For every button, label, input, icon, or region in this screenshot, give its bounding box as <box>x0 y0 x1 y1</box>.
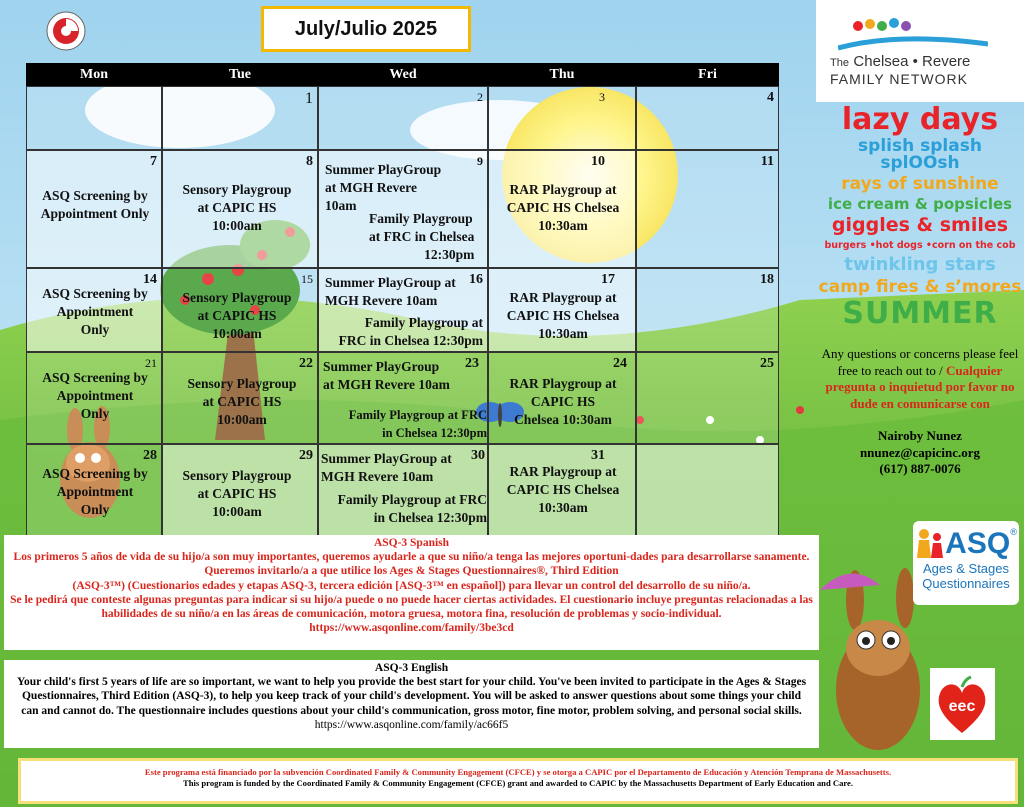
asq3-spanish-section <box>4 535 819 650</box>
day-number: 3 <box>599 90 605 104</box>
event-rar-playgroup <box>493 463 633 517</box>
calendar-day <box>636 444 779 536</box>
event-family-playgroup <box>325 406 487 442</box>
eec-logo <box>930 668 995 740</box>
event-family-playgroup <box>323 491 487 527</box>
event-line: 10:00am <box>217 412 267 427</box>
calendar-day <box>162 150 318 268</box>
calendar-day <box>636 86 779 150</box>
asq-logo-reg: ® <box>1010 527 1017 537</box>
event-line: Appointment <box>56 484 134 499</box>
capic-logo <box>44 11 88 51</box>
weekday-fri: Fri <box>636 63 779 86</box>
lazy-days-line: rays of sunshine <box>841 174 999 195</box>
calendar-day <box>488 444 636 536</box>
day-number: 15 <box>301 272 313 286</box>
asq-logo-line2: Questionnaires <box>922 576 1010 591</box>
event-line: 10:30am <box>538 326 588 341</box>
lazy-days-line: ice cream & popsicles <box>827 195 1013 214</box>
title-box <box>261 6 471 52</box>
event-line: 10:30am <box>538 218 588 233</box>
event-line: at CAPIC HS <box>197 486 277 501</box>
english-url-link[interactable]: https://www.asqonline.com/family/ac66f5 <box>314 718 509 731</box>
spanish-url-link[interactable]: https://www.asqonline.com/family/3be3cd <box>309 622 514 635</box>
event-line: at CAPIC HS <box>197 308 277 323</box>
event-rar-playgroup <box>493 375 633 429</box>
event-line: CAPIC HS <box>530 394 596 409</box>
asq3-english-section <box>4 660 819 748</box>
event-line: at MGH Revere 10am <box>323 377 450 392</box>
day-number: 11 <box>760 154 774 169</box>
event-sensory-playgroup <box>167 375 317 429</box>
event-line: RAR Playgroup at <box>509 464 617 479</box>
day-number: 4 <box>767 90 774 105</box>
section-heading: ASQ-3 English <box>374 662 449 674</box>
lazy-days-line: camp fires & s’mores <box>818 276 1022 297</box>
calendar-day <box>162 268 318 352</box>
day-number: 17 <box>601 272 615 287</box>
spanish-paragraph: (ASQ-3™) (Cuestionarios edades y etapas ASQ-3, tercera edición [ASQ-3™ en español]) para llevar un control del desarrollo de su niño/a. <box>72 579 751 592</box>
event-line: Chelsea 10:30am <box>514 412 612 427</box>
event-rar-playgroup <box>493 181 633 235</box>
calendar-day <box>26 150 162 268</box>
day-number: 24 <box>613 356 627 371</box>
day-number: 31 <box>591 448 605 463</box>
event-line: Family Playgroup at <box>364 315 483 330</box>
event-summer-playgroup <box>325 161 441 215</box>
day-number: 8 <box>306 154 313 169</box>
event-asq-screening <box>31 369 159 423</box>
event-line: CAPIC HS Chelsea <box>506 200 620 215</box>
contact-spanish: Cualquier pregunta o inquietud por favor no dude en comunicarse con <box>825 362 1015 411</box>
weekday-tue: Tue <box>162 63 318 86</box>
calendar-day <box>26 268 162 352</box>
calendar-day <box>26 352 162 444</box>
event-rar-playgroup <box>493 289 633 343</box>
calendar-day <box>318 352 488 444</box>
calendar-day <box>162 352 318 444</box>
page-title: July/Julio 2025 <box>264 9 468 49</box>
lazy-days-line: SUMMER <box>842 296 998 332</box>
contact-email[interactable]: nnunez@capicinc.org <box>859 444 981 460</box>
event-line: 12:30pm <box>424 247 475 262</box>
contact-english: Any questions or concerns please feel free to reach out to / <box>821 346 1019 378</box>
funding-footer <box>18 758 1018 804</box>
event-line: at MGH Revere <box>325 180 417 195</box>
event-asq-screening: ASQ Screening by Appointment Only <box>40 188 150 221</box>
event-line: ASQ Screening by <box>42 286 148 301</box>
event-line: 10am <box>325 198 357 213</box>
calendar-day <box>488 150 636 268</box>
family-network-logo <box>816 0 1024 102</box>
lazy-days-line: burgers •hot dogs •corn on the cob <box>824 239 1016 251</box>
event-summer-playgroup <box>321 450 452 486</box>
day-number: 10 <box>591 154 605 169</box>
event-line: RAR Playgroup at <box>509 290 617 305</box>
event-sensory-playgroup <box>167 467 307 521</box>
event-line: Family Playgroup <box>369 211 473 226</box>
event-line: CAPIC HS Chelsea <box>506 308 620 323</box>
logo-name: Chelsea • Revere <box>853 53 971 70</box>
event-line: in Chelsea 12:30pm <box>373 510 487 525</box>
event-line: 10:00am <box>212 218 262 233</box>
contact-name: Nairoby Nunez <box>878 428 962 443</box>
section-heading: ASQ-3 Spanish <box>373 537 450 549</box>
weekday-wed: Wed <box>318 63 488 86</box>
day-number: 7 <box>150 154 157 169</box>
asq-logo-mark: ASQ <box>945 527 1011 560</box>
event-line: Summer PlayGroup <box>323 359 440 374</box>
asq-logo <box>913 521 1019 605</box>
event-asq-screening <box>31 465 159 519</box>
event-line: CAPIC HS Chelsea <box>506 482 620 497</box>
day-number: 21 <box>145 356 157 370</box>
eec-heart-icon <box>935 673 990 735</box>
event-sensory-playgroup <box>167 289 307 343</box>
contact-phone[interactable]: (617) 887-0076 <box>879 461 961 476</box>
day-number: 23 <box>465 356 479 371</box>
asq-logo-line1: Ages & Stages <box>923 561 1009 576</box>
event-line: Appointment <box>56 304 134 319</box>
event-line: Sensory Playgroup <box>187 376 297 391</box>
event-line: MGH Revere 10am <box>321 469 434 484</box>
calendar-day <box>318 268 488 352</box>
calendar-day <box>318 444 488 536</box>
event-family-playgroup <box>369 210 474 264</box>
calendar-day <box>162 86 318 150</box>
event-line: 10:00am <box>212 504 262 519</box>
event-line: at CAPIC HS <box>197 200 277 215</box>
event-line: RAR Playgroup at <box>509 182 617 197</box>
calendar-day <box>318 150 488 268</box>
event-line: Family Playgroup at FRC <box>337 492 487 507</box>
event-line: 10:30am <box>538 500 588 515</box>
event-line: Sensory Playgroup <box>182 290 292 305</box>
event-sensory-playgroup <box>167 181 307 235</box>
calendar-grid <box>26 63 779 536</box>
calendar-day <box>636 150 779 268</box>
event-line: Summer PlayGroup <box>325 162 442 177</box>
calendar-day <box>488 268 636 352</box>
calendar-day <box>636 268 779 352</box>
day-number: 9 <box>477 154 483 168</box>
lazy-days-line: giggles & smiles <box>831 213 1009 236</box>
event-line: Sensory Playgroup <box>182 468 292 483</box>
spanish-paragraph: Se le pedirá que conteste algunas preguntas para indicar si su hijo/a puede o no puede hacer ciertas actividades. El cuestionario incluye preguntas relacionadas a las habilidades de su niño/a en las áreas de comunicación, motora gruesa, motora fina, resolución de problemas y socio-individual. <box>10 593 813 621</box>
event-line: at CAPIC HS <box>202 394 282 409</box>
event-line: at FRC in Chelsea <box>369 229 475 244</box>
day-number: 16 <box>469 272 483 287</box>
footer-spanish: Este programa está financiado por la subvención Coordinated Family & Community Engagement (CFCE) y se otorga a CAPIC por el Departamento de Educación y Atención Temprana de Massachusetts. <box>144 767 892 777</box>
contact-block <box>820 346 1020 478</box>
event-line: 10:00am <box>212 326 262 341</box>
day-number: 30 <box>471 448 485 463</box>
calendar-day <box>318 86 488 150</box>
day-number: 1 <box>305 90 313 107</box>
calendar-day <box>26 86 162 150</box>
event-line: MGH Revere 10am <box>325 293 438 308</box>
day-number: 18 <box>760 272 774 287</box>
logo-subtitle: FAMILY NETWORK <box>830 71 968 87</box>
day-number: 25 <box>760 356 774 371</box>
event-line: Appointment <box>56 388 134 403</box>
event-family-playgroup <box>325 314 483 350</box>
weekday-thu: Thu <box>488 63 636 86</box>
event-line: Summer PlayGroup at <box>321 451 452 466</box>
event-summer-playgroup <box>325 274 456 310</box>
event-line: Only <box>80 502 110 517</box>
day-number: 29 <box>299 448 313 463</box>
event-line: Summer PlayGroup at <box>325 275 456 290</box>
people-icon <box>915 528 945 560</box>
lazy-days-line: lazy days <box>841 102 999 137</box>
event-line: Only <box>80 406 110 421</box>
calendar-day <box>162 444 318 536</box>
event-line: in Chelsea 12:30pm <box>382 426 487 440</box>
lazy-days-line: splish splash splOOsh <box>858 135 982 174</box>
event-line: Only <box>80 322 110 337</box>
eec-logo-text: eec <box>948 698 976 715</box>
lazy-days-words <box>816 104 1024 330</box>
day-number: 22 <box>299 356 313 371</box>
day-number: 2 <box>477 90 483 104</box>
event-line: ASQ Screening by <box>42 370 148 385</box>
calendar-day <box>488 352 636 444</box>
logo-the: The <box>830 57 849 69</box>
spanish-paragraph: Los primeros 5 años de vida de su hijo/a son muy importantes, queremos ayudarle a que su niño/a tenga las mejores oportuni-dades para desarrollarse sanamente. Queremos invitarlo/a a que utilice los Ages & Stages Questionnaires®, Third Edition <box>13 551 810 578</box>
calendar-day <box>26 444 162 536</box>
day-number: 28 <box>143 448 157 463</box>
weekday-mon: Mon <box>26 63 162 86</box>
footer-english: This program is funded by the Coordinated Family & Community Engagement (CFCE) grant and awarded to CAPIC by the Massachusetts Department of Early Education and Care. <box>182 778 853 788</box>
calendar-day <box>488 86 636 150</box>
event-line: FRC in Chelsea 12:30pm <box>338 333 483 348</box>
event-summer-playgroup <box>323 358 450 394</box>
event-asq-screening <box>31 285 159 339</box>
event-line: ASQ Screening by <box>42 466 148 481</box>
day-number: 14 <box>143 272 157 287</box>
english-paragraph: Your child's first 5 years of life are so important, we want to help you provide the best start for your child. You've been invited to participate in the Ages & Stages Questionnaires, Third Edition (ASQ-3), to help you keep track of your child's development. You will be asked to answer questions about some things your child can and cannot do. The questionnaire includes questions about your child's communication, gross motor, fine motor, problem solving, and personal social skills. <box>16 676 807 717</box>
event-line: Sensory Playgroup <box>182 182 292 197</box>
event-line: RAR Playgroup at <box>509 376 617 391</box>
lazy-days-line: twinkling stars <box>844 253 996 275</box>
event-line: Family Playgroup at FRC <box>348 408 487 422</box>
children-figures-icon <box>838 14 988 54</box>
calendar-day <box>636 352 779 444</box>
